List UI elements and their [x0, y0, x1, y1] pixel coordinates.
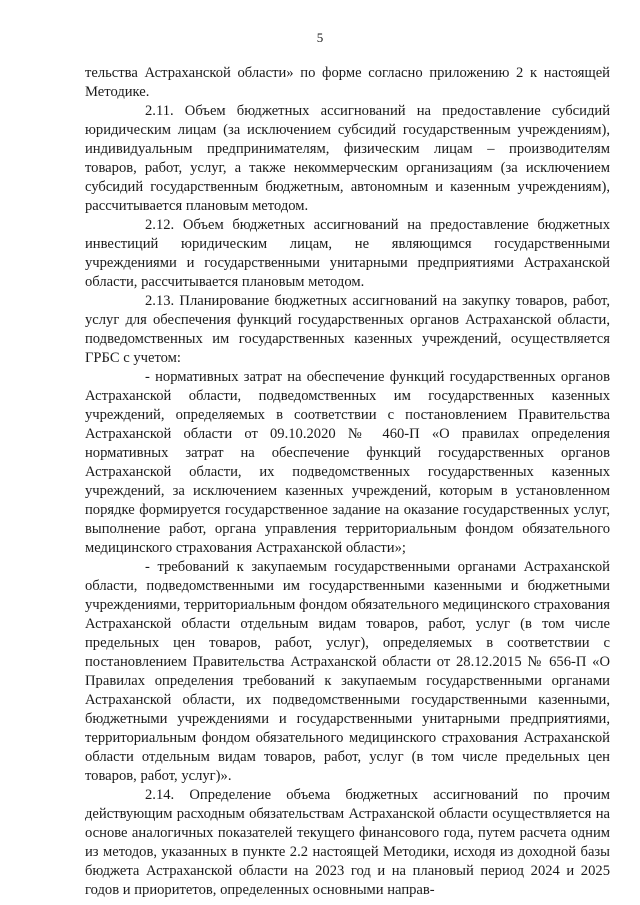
document-body: [85, 64, 610, 900]
list-item-procurement-requirements: - требований к закупаемым государственными органами Астраханской области, подведомственными им государственными казенными и бюджетными учреждениями, территориальным фондом обязательного медицинского страхования Астраханской области отдельным видам товаров, работ, услуг (в том числе предельных цен товаров, работ, услуг), определяемых в соответствии с постановлением Правительства Астраханской области от 28.12.2015 № 656-П «О Правилах определения требований к закупаемым государственными органами Астраханской области, их подведомственными государственными казенными, бюджетными учреждениями и государственными унитарными предприятиями, территориальным фондом обязательного медицинского страхования Астраханской области отдельным видам товаров, работ, услуг (в том числе предельных цен товаров, работ, услуг)».: [85, 559, 610, 784]
paragraph-2-14: 2.14. Определение объема бюджетных ассигнований по прочим действующим расходным обязательствам Астраханской области осуществляется на основе аналогичных показателей текущего финансового года, путем расчета одним из методов, указанных в пункте 2.2 настоящей Методики, исходя из доходной базы бюджета Астраханской области на 2023 год и на плановый период 2024 и 2025 годов и приоритетов, определенных основными направ-: [85, 787, 610, 898]
paragraph-2-13: 2.13. Планирование бюджетных ассигнований на закупку товаров, работ, услуг для обеспечения функций государственных органов Астраханской области, подведомственных им государственных казенных учреждений, осуществляется ГРБС с учетом:: [85, 293, 610, 366]
list-item-normative-costs: - нормативных затрат на обеспечение функций государственных органов Астраханской области, подведомственных им государственных казенных учреждений, определяемых в соответствии с постановлением Правительства Астраханской области от 09.10.2020 № 460-П «О правилах определения нормативных затрат на обеспечение функций государственных органов Астраханской области, их подведомственных государственных казенных учреждений, за исключением казенных учреждений, которым в установленном порядке формируется государственное задание на оказание государственных услуг, выполнение работ, органа управления территориальным фондом обязательного медицинского страхования Астраханской области»;: [85, 369, 610, 556]
paragraph-continuation: тельства Астраханской области» по форме согласно приложению 2 к настоящей Методике.: [85, 65, 610, 100]
page-number: 5: [316, 30, 324, 45]
paragraph-2-12: 2.12. Объем бюджетных ассигнований на предоставление бюджетных инвестиций юридическим лицам, не являющимся государственными учреждениями и государственными унитарными предприятиями Астраханской области, рассчитывается плановым методом.: [85, 217, 610, 290]
paragraph-2-11: 2.11. Объем бюджетных ассигнований на предоставление субсидий юридическим лицам (за исключением субсидий государственным учреждениям), индивидуальным предпринимателям, физическим лицам – производителям товаров, работ, услуг, а также некоммерческим организациям (за исключением субсидий государственным бюджетным, автономным и казенным учреждениям), рассчитывается плановым методом.: [85, 103, 610, 214]
